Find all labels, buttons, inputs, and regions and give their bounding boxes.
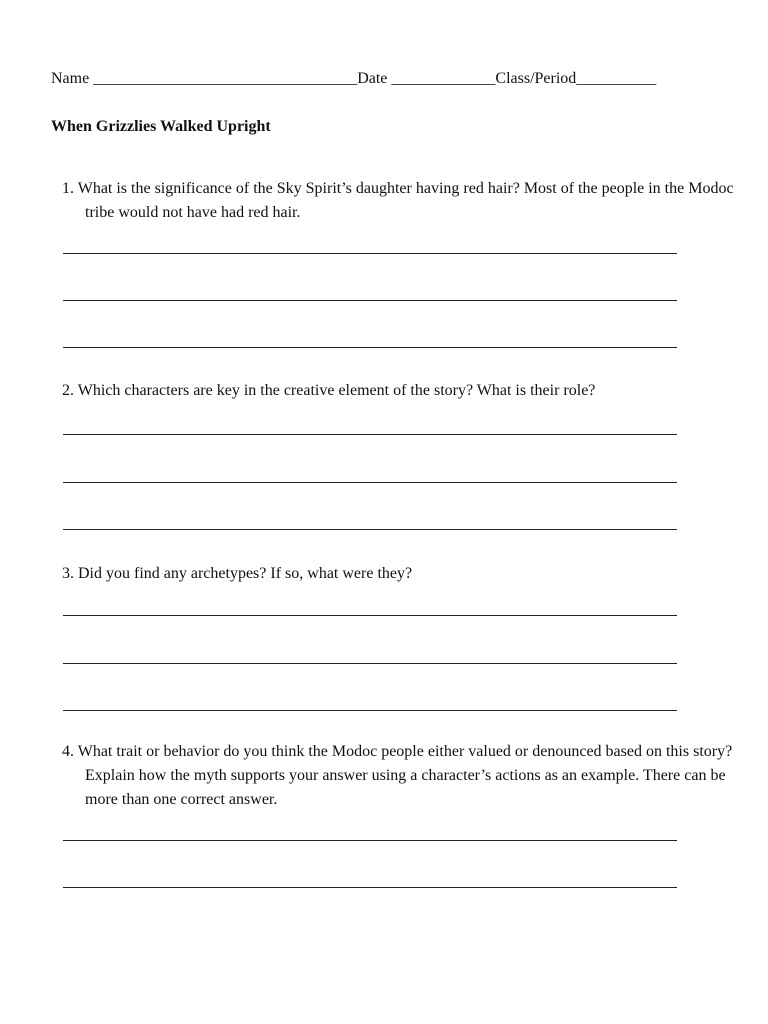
answer-line-q1-3[interactable] — [63, 347, 677, 348]
question-2: 2. Which characters are key in the creative element of the story? What is their role? — [62, 382, 596, 399]
answer-line-q4-2[interactable] — [63, 887, 677, 888]
answer-line-q4-1[interactable] — [63, 840, 677, 841]
answer-line-q2-3[interactable] — [63, 529, 677, 530]
question-3: 3. Did you find any archetypes? If so, what were they? — [62, 565, 413, 582]
answer-line-q1-1[interactable] — [63, 253, 677, 254]
answer-line-q1-2[interactable] — [63, 300, 677, 301]
question-4: 4. What trait or behavior do you think the Modoc people either valued or denounced based on this story? Explain how the myth supports your answer using a character’s actions as an example. There can be more than one correct answer. — [62, 743, 733, 808]
answer-line-q3-2[interactable] — [63, 663, 677, 664]
student-info-line: Name _________________________________Date _____________Class/Period__________ — [51, 70, 657, 87]
answer-line-q3-3[interactable] — [63, 710, 677, 711]
worksheet-title: When Grizzlies Walked Upright — [51, 118, 271, 135]
answer-line-q2-1[interactable] — [63, 434, 677, 435]
answer-line-q2-2[interactable] — [63, 482, 677, 483]
answer-line-q3-1[interactable] — [63, 615, 677, 616]
question-1: 1. What is the significance of the Sky Spirit’s daughter having red hair? Most of the people in the Modoc tribe would not have had red hair. — [62, 180, 734, 221]
